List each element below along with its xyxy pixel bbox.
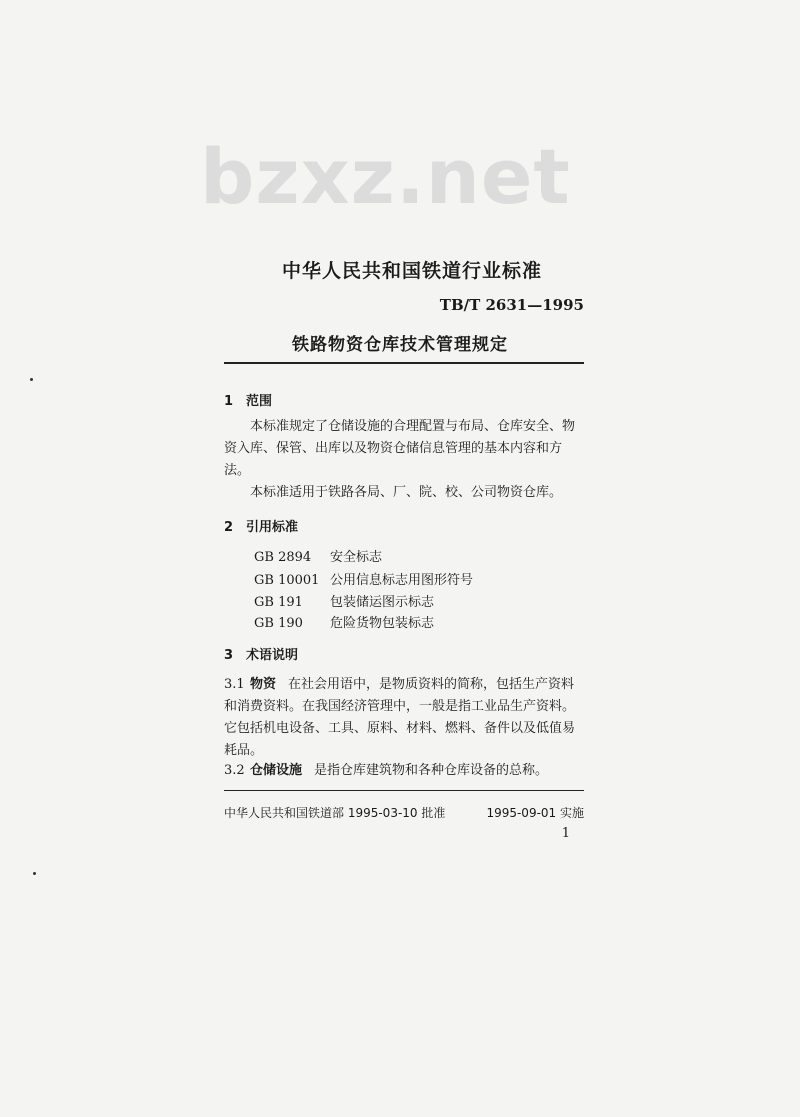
standard-code: TB/T 2631—1995	[439, 296, 584, 314]
reference-code: GB 2894	[254, 550, 312, 565]
reference-name: 危险货物包装标志	[330, 616, 435, 631]
term-number: 3.1	[224, 677, 245, 692]
scan-speck	[33, 872, 36, 875]
reference-name: 公用信息标志用图形符号	[330, 573, 474, 588]
watermark: bzxz.net	[200, 132, 571, 221]
reference-item	[254, 546, 382, 565]
term-name: 物资	[250, 677, 277, 692]
effective-date: 1995-09-01 实施	[486, 806, 584, 820]
section-heading-refs	[224, 516, 298, 535]
section-number: 3	[224, 648, 234, 663]
reference-code: GB 10001	[254, 573, 320, 588]
section-title: 范围	[246, 394, 273, 409]
section-heading-terms	[224, 644, 298, 663]
section-title: 术语说明	[246, 648, 299, 663]
reference-code: GB 191	[254, 595, 303, 610]
reference-code: GB 190	[254, 616, 303, 631]
section-number: 2	[224, 520, 234, 535]
reference-item	[254, 569, 473, 588]
section-title: 引用标准	[246, 520, 299, 535]
section-heading-scope	[224, 390, 272, 409]
term-definition: 是指仓库建筑物和各种仓库设备的总称。	[314, 763, 549, 778]
page-number: 1	[561, 826, 570, 841]
term-3-1	[224, 674, 586, 762]
reference-name: 包装储运图示标志	[330, 595, 435, 610]
term-definition: 在社会用语中，是物质资料的简称，包括生产资料和消费资料。在我国经济管理中，一般是指工业品生产资料。它包括机电设备、工具、原料、材料、燃料、备件以及低值易耗品。	[224, 677, 576, 758]
reference-item	[254, 591, 434, 610]
footer-rule	[224, 790, 584, 791]
reference-name: 安全标志	[330, 550, 383, 565]
section-number: 1	[224, 394, 234, 409]
document-title: 铁路物资仓库技术管理规定	[292, 335, 508, 355]
reference-item	[254, 612, 434, 631]
scope-paragraph-2: 本标准适用于铁路各局、厂、院、校、公司物资仓库。	[250, 485, 563, 500]
standard-organization: 中华人民共和国铁道行业标准	[282, 260, 543, 282]
scope-paragraph-1: 本标准规定了仓储设施的合理配置与布局、仓库安全、物资入库、保管、出库以及物资仓储信息管理的基本内容和方法。	[224, 419, 576, 478]
approval-line: 中华人民共和国铁道部 1995-03-10 批准	[224, 806, 446, 820]
term-name: 仓储设施	[250, 763, 303, 778]
term-number: 3.2	[224, 763, 245, 778]
title-rule	[224, 362, 584, 364]
term-3-2	[224, 760, 586, 782]
scan-speck	[30, 378, 33, 381]
